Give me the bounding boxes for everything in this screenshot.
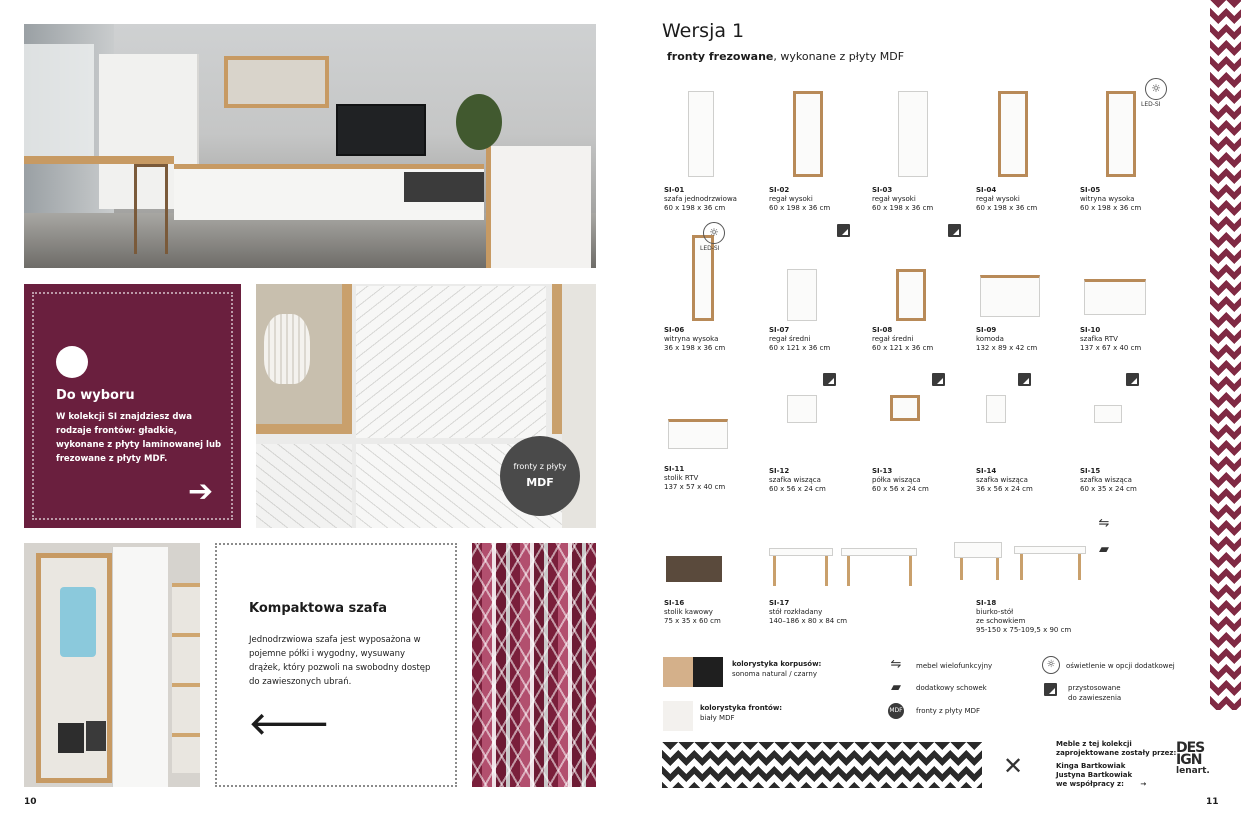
page-number-left: 10 <box>24 797 37 807</box>
designer-credits: Meble z tej kolekcji zaprojektowane zostały przez: Kinga Bartkowiak Justyna Bartkowiak we współpracy z: → <box>1056 740 1177 788</box>
wall-mount-icon <box>1018 373 1031 386</box>
page-title: Wersja 1 <box>662 20 745 42</box>
compact-text: Jednodrzwiowa szafa jest wyposażona w pojemne półki i wygodny, wysuwany drążek, który pozwoli na swobodny dostęp do zawieszonych ubrań. <box>249 635 431 687</box>
compact-title: Kompaktowa szafa <box>249 601 388 616</box>
swatch-black <box>693 657 723 687</box>
mdf-icon: MDF <box>888 703 904 719</box>
swatch-sonoma <box>663 657 693 687</box>
legend-body-colors: kolorystyka korpusów: sonoma natural / czarny <box>732 660 822 678</box>
tools-icon: ✕ <box>1003 752 1024 780</box>
arrow-right-icon[interactable]: ➔ <box>188 474 214 509</box>
multifunction-icon: ⇋ <box>1098 516 1110 531</box>
design-lenart-logo: DES IGN lenart. <box>1176 740 1210 776</box>
front-closeup-photo <box>256 284 596 528</box>
zigzag-footer <box>662 742 982 788</box>
mdf-badge: fronty z płyty MDF <box>500 436 580 516</box>
multifunction-icon: ⇋ <box>890 657 902 672</box>
page-number-right: 11 <box>1206 797 1219 807</box>
legend-led: oświetlenie w opcji dodatkowej <box>1066 662 1175 670</box>
wall-mount-icon <box>837 224 850 237</box>
wardrobe-photo <box>24 543 200 787</box>
promo-text: W kolekcji SI znajdziesz dwa rodzaje frontów: gładkie, wykonane z płyty laminowanej lub frezowane z płyty MDF. <box>56 412 222 464</box>
page-subtitle: fronty frezowane, wykonane z płyty MDF <box>667 50 905 63</box>
led-bulb-icon: ☼ <box>703 222 725 244</box>
led-label: LED-SI <box>700 245 720 252</box>
led-bulb-icon: ☼ <box>1145 78 1167 100</box>
choice-promo-box <box>24 284 241 528</box>
wall-mount-icon <box>823 373 836 386</box>
compact-wardrobe-box <box>215 543 457 787</box>
led-bulb-icon: ☼ <box>1042 656 1060 674</box>
swatch-white-mdf <box>663 701 693 731</box>
living-room-photo <box>24 24 596 268</box>
wall-mount-icon <box>1044 683 1057 696</box>
wall-mount-icon <box>1126 373 1139 386</box>
wall-mount-icon <box>932 373 945 386</box>
zigzag-border <box>1210 0 1241 710</box>
legend-wall: przystosowane do zawieszenia <box>1068 684 1122 702</box>
arrow-left-icon[interactable]: 🡐 <box>249 707 330 742</box>
wall-mount-icon <box>948 224 961 237</box>
legend-mdf: fronty z płyty MDF <box>916 707 981 715</box>
storage-icon: ▰ <box>1099 542 1109 557</box>
circle-icon <box>56 346 88 378</box>
promo-title: Do wyboru <box>56 388 135 403</box>
legend-multi: mebel wielofunkcyjny <box>916 662 993 670</box>
legend-storage: dodatkowy schowek <box>916 684 987 692</box>
storage-icon: ▰ <box>891 680 901 695</box>
led-label: LED-SI <box>1141 101 1161 108</box>
legend-front-colors: kolorystyka frontów: biały MDF <box>700 704 783 722</box>
pattern-tile <box>472 543 596 787</box>
